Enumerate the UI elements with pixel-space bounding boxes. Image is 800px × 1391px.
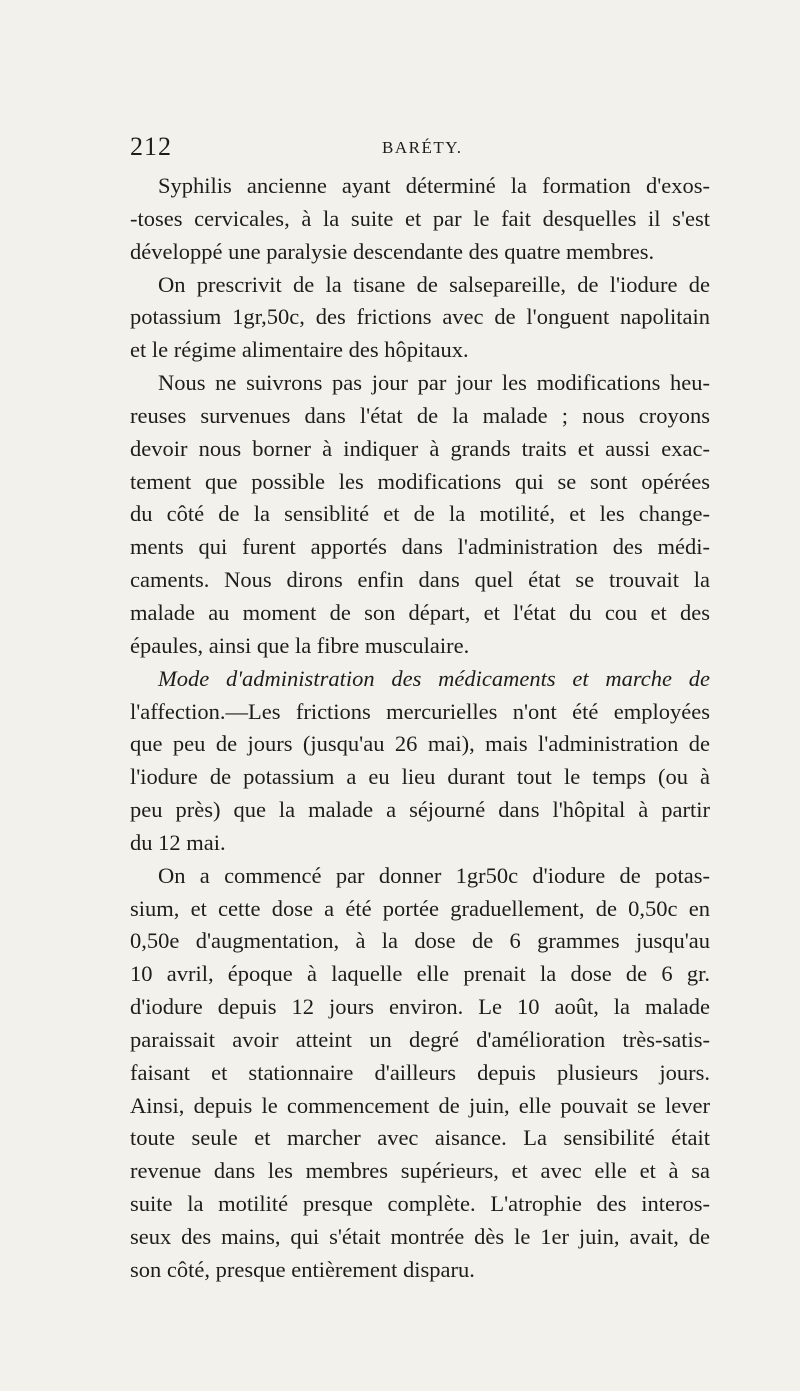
text-line: devoir nous borner à indiquer à grands traits et aussi exac- <box>130 435 710 461</box>
text-line: développé une paralysie descendante des quatre membres. <box>130 238 655 264</box>
text-line: reuses survenues dans l'état de la malade ; nous croyons <box>130 402 710 428</box>
text-line: sium, et cette dose a été portée graduellement, de 0,50c en <box>130 895 710 921</box>
text-line: l'affection.—Les frictions mercurielles n'ont été employées <box>130 698 710 724</box>
text-line: On a commencé par donner 1gr50c d'iodure de potas- <box>158 862 710 888</box>
text-line: 10 avril, époque à laquelle elle prenait la dose de 6 gr. <box>130 961 710 987</box>
text-line: du côté de la sensiblité et de la motilité, et les change- <box>130 501 710 527</box>
text-line: et le régime alimentaire des hôpitaux. <box>130 337 469 363</box>
text-line: son côté, presque entièrement disparu. <box>130 1256 475 1282</box>
text-line: malade au moment de son départ, et l'état du cou et des <box>130 599 710 625</box>
text-line: seux des mains, qui s'était montrée dès le 1er juin, avait, de <box>130 1224 710 1249</box>
text-line: l'iodure de potassium a eu lieu durant tout le temps (ou à <box>130 764 710 790</box>
text-line: 0,50e d'augmentation, à la dose de 6 grammes jusqu'au <box>130 928 710 954</box>
text-line: paraissait avoir atteint un degré d'amélioration très-satis- <box>130 1026 710 1052</box>
text-line: On prescrivit de la tisane de salsepareille, de l'iodure de <box>158 271 710 297</box>
page-header <box>130 132 710 168</box>
text-line: tement que possible les modifications qui se sont opérées <box>130 468 710 494</box>
text-line: d'iodure depuis 12 jours environ. Le 10 août, la malade <box>130 994 710 1020</box>
page-number: 212 <box>130 132 172 161</box>
body-text <box>130 170 710 1287</box>
text-line: faisant et stationnaire d'ailleurs depuis plusieurs jours. <box>130 1059 710 1085</box>
text-line: du 12 mai. <box>130 829 226 855</box>
text-line: caments. Nous dirons enfin dans quel état se trouvait la <box>130 567 710 593</box>
text-line: que peu de jours (jusqu'au 26 mai), mais l'administration de <box>130 731 710 757</box>
text-line: Mode d'administration des médicaments et marche de <box>158 665 710 691</box>
text-line: revenue dans les membres supérieurs, et avec elle et à sa <box>130 1158 710 1184</box>
text-line: Nous ne suivrons pas jour par jour les modifications heu- <box>158 370 710 396</box>
text-line: suite la motilité presque complète. L'atrophie des interos- <box>130 1191 710 1217</box>
text-line: Syphilis ancienne ayant déterminé la formation d'exos- <box>158 173 710 198</box>
text-line: épaules, ainsi que la fibre musculaire. <box>130 632 470 658</box>
text-line: potassium 1gr,50c, des frictions avec de l'onguent napolitain <box>130 304 710 330</box>
text-line: Ainsi, depuis le commencement de juin, elle pouvait se lever <box>130 1092 710 1118</box>
text-line: ments qui furent apportés dans l'administration des médi- <box>130 534 710 560</box>
text-line: toute seule et marcher avec aisance. La sensibilité était <box>130 1125 710 1151</box>
text-line: -toses cervicales, à la suite et par le fait desquelles il s'est <box>130 205 710 231</box>
running-head: BARÉTY. <box>382 138 463 157</box>
text-line: peu près) que la malade a séjourné dans l'hôpital à partir <box>130 797 710 823</box>
